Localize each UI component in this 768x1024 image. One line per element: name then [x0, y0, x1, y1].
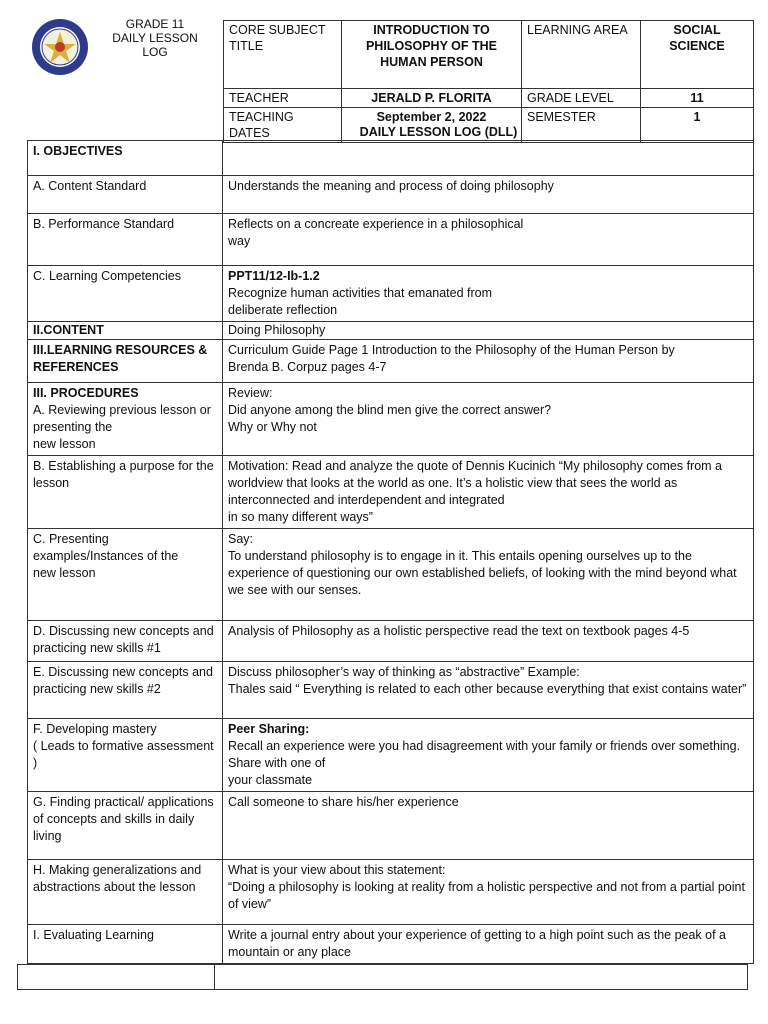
presenting-label: C. Presenting examples/Instances of the new lesson: [28, 529, 223, 621]
table-row: [28, 792, 754, 860]
objectives-value: [223, 141, 754, 176]
reviewing-label: A. Reviewing previous lesson or presenting the new lesson: [33, 403, 211, 451]
mastery-value: Recall an experience were you had disagreement with your family or friends over something. Share with one of your classmate: [228, 739, 741, 787]
content-standard-label: A. Content Standard: [28, 176, 223, 214]
content-standard-value: Understands the meaning and process of doing philosophy: [223, 176, 754, 214]
resources-value: Curriculum Guide Page 1 Introduction to the Philosophy of the Human Person by Brenda B. Corpuz pages 4-7: [223, 340, 754, 383]
lesson-log-table: [27, 140, 754, 964]
discussing-2-label: E. Discussing new concepts and practicing new skills #2: [28, 662, 223, 719]
purpose-label: B. Establishing a purpose for the lesson: [28, 456, 223, 529]
grade-daily-lesson-log-label: GRADE 11 DAILY LESSON LOG: [112, 17, 198, 59]
footer-table: [17, 964, 748, 990]
semester-value: 1: [641, 108, 754, 143]
subject-title-value: INTRODUCTION TO PHILOSOPHY OF THE HUMAN PERSON: [342, 21, 522, 89]
teacher-value: JERALD P. FLORITA: [342, 89, 522, 108]
table-row: [28, 621, 754, 662]
objectives-label: I. OBJECTIVES: [28, 141, 223, 176]
table-row: [28, 266, 754, 322]
procedures-heading: III. PROCEDURES: [33, 386, 139, 400]
table-row: [28, 456, 754, 529]
semester-label: SEMESTER: [522, 108, 641, 143]
competency-code: PPT11/12-Ib-1.2: [228, 269, 320, 283]
discussing-1-value: Analysis of Philosophy as a holistic perspective read the text on textbook pages 4-5: [223, 621, 754, 662]
applications-value: Call someone to share his/her experience: [223, 792, 754, 860]
generalizations-value: What is your view about this statement: “Doing a philosophy is looking at reality from a holistic perspective and not from a partial point of view”: [223, 860, 754, 925]
table-row: [28, 662, 754, 719]
performance-standard-label: B. Performance Standard: [28, 214, 223, 266]
performance-standard-value: Reflects on a concreate experience in a philosophical way: [223, 214, 754, 266]
learning-area-value: SOCIAL SCIENCE: [641, 21, 754, 89]
resources-label: III.LEARNING RESOURCES & REFERENCES: [28, 340, 223, 383]
table-row: [28, 860, 754, 925]
grade-level-value: 11: [641, 89, 754, 108]
table-row: [28, 214, 754, 266]
evaluating-label: I. Evaluating Learning: [28, 925, 223, 964]
learning-competencies-label: C. Learning Competencies: [28, 266, 223, 322]
mastery-label: F. Developing mastery ( Leads to formative assessment ): [28, 719, 223, 792]
footer-cell-left: [18, 965, 215, 990]
table-row: [28, 141, 754, 176]
learning-competencies-value: Recognize human activities that emanated from deliberate reflection: [228, 286, 493, 317]
teaching-dates-value: September 2, 2022: [342, 108, 522, 143]
peer-sharing-heading: Peer Sharing:: [228, 722, 310, 736]
dll-title: DAILY LESSON LOG (DLL): [359, 125, 518, 139]
table-row: [28, 529, 754, 621]
teaching-dates-label: TEACHING DATES: [224, 108, 342, 143]
grade-level-label: GRADE LEVEL: [522, 89, 641, 108]
discussing-1-label: D. Discussing new concepts and practicing new skills #1: [28, 621, 223, 662]
table-row: [28, 383, 754, 456]
content-label: II.CONTENT: [28, 322, 223, 340]
evaluating-value: Write a journal entry about your experience of getting to a high point such as the peak of a mountain or any place: [223, 925, 754, 964]
reviewing-value: Review: Did anyone among the blind men give the correct answer? Why or Why not: [223, 383, 754, 456]
table-row: [28, 719, 754, 792]
presenting-value: Say: To understand philosophy is to engage in it. This entails opening ourselves up to the experience of questioning our own established beliefs, of looking with the mind beyond what we see with our senses.: [223, 529, 754, 621]
generalizations-label: H. Making generalizations and abstractions about the lesson: [28, 860, 223, 925]
teacher-label: TEACHER: [224, 89, 342, 108]
core-subject-title-label: CORE SUBJECT TITLE: [224, 21, 342, 89]
learning-area-label: LEARNING AREA: [522, 21, 641, 89]
discussing-2-value: Discuss philosopher’s way of thinking as “abstractive” Example: Thales said “ Everything is related to each other because everything that exist contains water”: [223, 662, 754, 719]
deped-seal-logo: [31, 18, 89, 76]
footer-cell-right: [215, 965, 748, 990]
applications-label: G. Finding practical/ applications of concepts and skills in daily living: [28, 792, 223, 860]
table-row: [28, 340, 754, 383]
table-row: [28, 322, 754, 340]
content-value: Doing Philosophy: [223, 322, 754, 340]
table-row: [28, 176, 754, 214]
purpose-value: Motivation: Read and analyze the quote of Dennis Kucinich “My philosophy comes from a worldview that looks at the world as one. It’s a holistic view that sees the world as interconnected and interdependent and integrated in so many different ways”: [223, 456, 754, 529]
table-row: [28, 925, 754, 964]
